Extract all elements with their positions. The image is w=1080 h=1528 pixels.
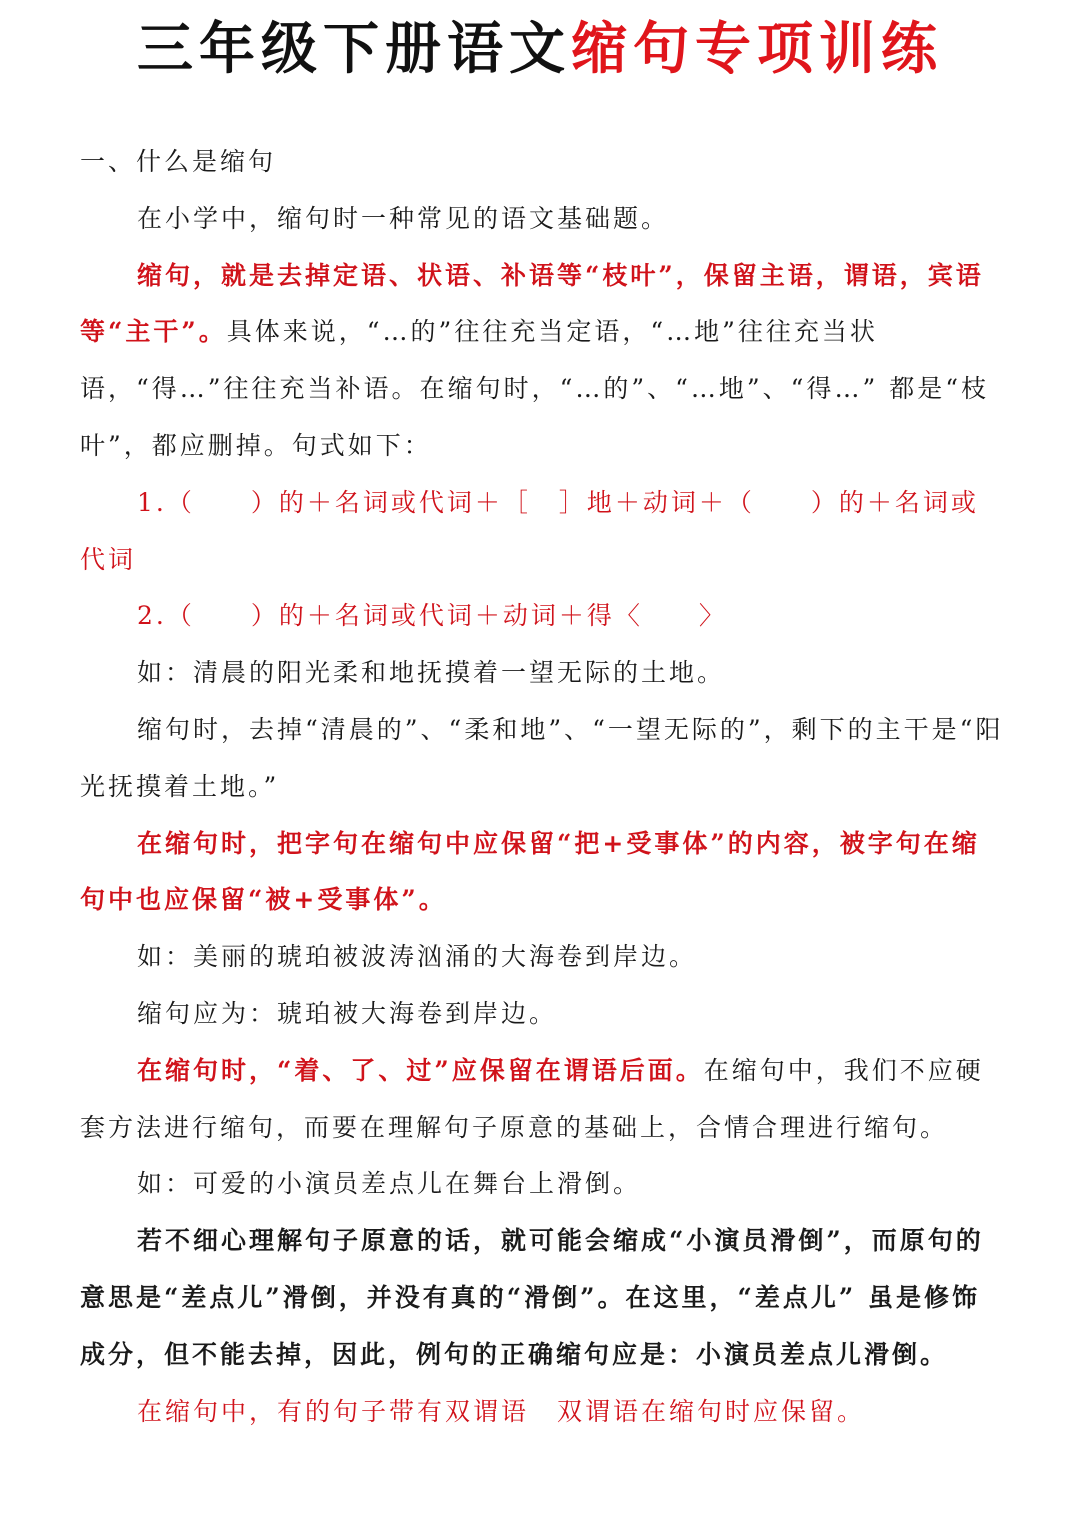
sentence-pattern-2: 2.（ ）的＋名词或代词＋动词＋得〈 〉 [137, 601, 727, 631]
rule-double-predicate: 在缩句中，有的句子带有双谓语 双谓语在缩句时应保留。 [137, 1396, 866, 1426]
example-1: 如：清晨的阳光柔和地抚摸着一望无际的土地。 [137, 658, 726, 688]
sentence-pattern-1: 1.（ ）的＋名词或代词＋［ ］地＋动词＋（ ）的＋名词或代词 [80, 487, 979, 574]
example-2-answer: 缩句应为：琥珀被大海卷到岸边。 [137, 998, 558, 1028]
document-body [80, 134, 1005, 1440]
rule-particles-highlight: 在缩句时，“着、了、过”应保留在谓语后面。 [137, 1055, 704, 1085]
definition-detail: 具体来说，“…的”往往充当定语，“…地”往往充当状语，“得…”往往充当补语。在缩句时，“…的”、“…地”、“得…” 都是“枝叶”，都应删掉。句式如下： [80, 317, 989, 460]
title-part-red: 缩句专项训练 [571, 17, 943, 82]
rule-particles [80, 1043, 1005, 1157]
example-3-explanation: 若不细心理解句子原意的话，就可能会缩成“小演员滑倒”，而原句的意思是“差点儿”滑倒，并没有真的“滑倒”。在这里，“差点儿” 虽是修饰成分，但不能去掉，因此，例句的正确缩句应是：小演员差点儿滑倒。 [80, 1226, 984, 1369]
definition-paragraph [80, 248, 1005, 475]
rule-particles-detail: 在缩句中，我们不应硬套方法进行缩句，而要在理解句子原意的基础上，合情合理进行缩句。 [80, 1055, 984, 1142]
section-heading: 一、什么是缩句 [80, 147, 277, 176]
example-1-answer: 缩句时，去掉“清晨的”、“柔和地”、“一望无际的”，剩下的主干是“阳光抚摸着土地。” [80, 714, 1004, 801]
definition-highlight: 缩句，就是去掉定语、状语、补语等“枝叶”，保留主语，谓语，宾语等“主干”。 [80, 260, 984, 347]
page-title [0, 14, 1080, 86]
rule-ba-bei: 在缩句时，把字句在缩句中应保留“把+受事体”的内容，被字句在缩句中也应保留“被+受事体”。 [80, 828, 980, 915]
example-2: 如：美丽的琥珀被波涛汹涌的大海卷到岸边。 [137, 942, 698, 972]
title-part-black: 三年级下册语文 [137, 17, 571, 82]
example-3: 如：可爱的小演员差点儿在舞台上滑倒。 [137, 1169, 642, 1199]
intro-paragraph: 在小学中，缩句时一种常见的语文基础题。 [137, 203, 670, 233]
